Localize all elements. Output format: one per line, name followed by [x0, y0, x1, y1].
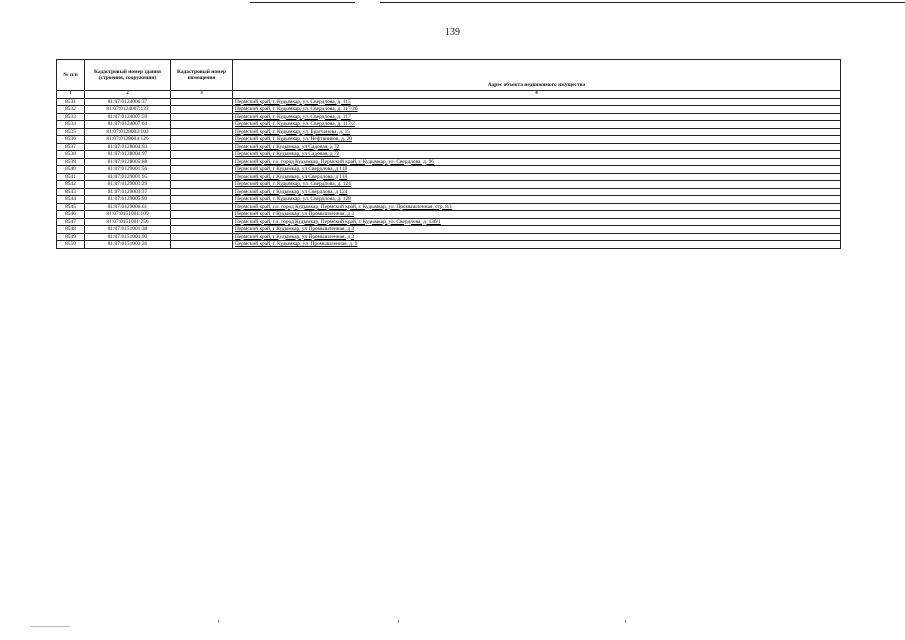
- building-cadastral-number: 81:07:0151002:26: [85, 241, 171, 249]
- row-number: 8537: [57, 143, 85, 151]
- premises-cadastral-number: [171, 136, 233, 144]
- building-cadastral-number: 81:07:0129003:29: [85, 181, 171, 189]
- premises-cadastral-number: [171, 151, 233, 159]
- row-number: 8546: [57, 211, 85, 219]
- table-row: [57, 241, 841, 249]
- property-address: Пермский край, г.о. город Кудымкар, Пермский край, г. Кудымкар, ул. Промышленная, стр. 8/1: [233, 203, 841, 211]
- premises-cadastral-number: [171, 203, 233, 211]
- header-premises-cadastral-number: Кадастровый номер помещения: [171, 60, 233, 91]
- table-row: [57, 166, 841, 174]
- building-cadastral-number: 81:07:0129001:95: [85, 173, 171, 181]
- table-row: [57, 218, 841, 226]
- row-number: 8532: [57, 106, 85, 114]
- row-number: 8540: [57, 166, 85, 174]
- row-number: 8544: [57, 196, 85, 204]
- header-row-number: № п/п: [57, 60, 85, 91]
- table-row: [57, 151, 841, 159]
- property-address: Пермский край, г Кудымкар, ул Свердлова, д 118: [233, 173, 841, 181]
- header-index-1: 1: [57, 91, 85, 99]
- building-cadastral-number: 81:07:0128002:103: [85, 128, 171, 136]
- property-address: Пермский край, г Кудымкар, ул Садовая, д 72: [233, 151, 841, 159]
- row-number: 8539: [57, 158, 85, 166]
- table-row: [57, 121, 841, 129]
- table-row: [57, 106, 841, 114]
- building-cadastral-number: 81:07:0128004:126: [85, 136, 171, 144]
- property-address: Пермский край, г. Кудымкар, ул. Свердлова, д. 117/2б: [233, 106, 841, 114]
- scan-speck: [218, 620, 219, 623]
- premises-cadastral-number: [171, 113, 233, 121]
- row-number: 8533: [57, 113, 85, 121]
- premises-cadastral-number: [171, 226, 233, 234]
- building-cadastral-number: 81:07:0124007:64: [85, 121, 171, 129]
- property-address: Пермский край, г Кудымкар, ул Садовая, д 72: [233, 143, 841, 151]
- premises-cadastral-number: [171, 158, 233, 166]
- premises-cadastral-number: [171, 143, 233, 151]
- property-registry-table: [56, 59, 841, 249]
- row-number: 8534: [57, 121, 85, 129]
- table-row: [57, 181, 841, 189]
- header-address: Адрес объекта недвижимого имущества: [233, 60, 841, 91]
- property-address: Пермский край, г. Кудымкар, ул. Свердлова, д. 117: [233, 113, 841, 121]
- table-row: [57, 188, 841, 196]
- property-address: Пермский край, г.о. город Кудымкар, Пермский край, г. Кудымкар, ул. Свердлова, д. 96: [233, 158, 841, 166]
- premises-cadastral-number: [171, 173, 233, 181]
- property-address: Пермский край, г Кудымкар, ул Свердлова, д 124: [233, 188, 841, 196]
- building-cadastral-number: 81:07:0128004:97: [85, 151, 171, 159]
- top-scan-line-left: [250, 2, 355, 3]
- table-row: [57, 113, 841, 121]
- header-index-2: 2: [85, 91, 171, 99]
- building-cadastral-number: 81:07:0124007:59: [85, 113, 171, 121]
- premises-cadastral-number: [171, 241, 233, 249]
- property-address: Пермский край, г Кудымкар, ул Свердлова, д 118: [233, 166, 841, 174]
- property-address: Пермский край, г. Кудымкар, ул. Промышленная, д. 9: [233, 241, 841, 249]
- row-number: 8549: [57, 233, 85, 241]
- property-address: Пермский край, г. Кудымкар, ул. Свердлова, д. 124: [233, 181, 841, 189]
- row-number: 8548: [57, 226, 85, 234]
- premises-cadastral-number: [171, 211, 233, 219]
- building-cadastral-number: 81:07:0124006:37: [85, 98, 171, 106]
- row-number: 8550: [57, 241, 85, 249]
- table-row: [57, 173, 841, 181]
- building-cadastral-number: 81:07:0128004:93: [85, 143, 171, 151]
- table-row: [57, 136, 841, 144]
- premises-cadastral-number: [171, 106, 233, 114]
- top-scan-line-right: [380, 2, 905, 3]
- premises-cadastral-number: [171, 121, 233, 129]
- property-address: Пермский край, г. Кудымкар, ул. Свердлова, д. 117/2: [233, 121, 841, 129]
- table-row: [57, 128, 841, 136]
- table-row: [57, 226, 841, 234]
- bottom-scan-mark-left: [30, 626, 70, 627]
- premises-cadastral-number: [171, 98, 233, 106]
- building-cadastral-number: 81:07:0129001:56: [85, 166, 171, 174]
- property-address: Пермский край, г.о. город Кудымкар, Пермский край, г. Кудымкар, ул. Свердлова, д. 136/1: [233, 218, 841, 226]
- row-number: 8535: [57, 128, 85, 136]
- property-address: Пермский край, г. Кудымкар, ул. Брагчанова, д. 15: [233, 128, 841, 136]
- premises-cadastral-number: [171, 128, 233, 136]
- property-address: Пермский край, г. Кудымкар, ул. Нефтяников, д. 20: [233, 136, 841, 144]
- table-header-row: [57, 60, 841, 91]
- building-cadastral-number: 81:07:0129006:61: [85, 203, 171, 211]
- scan-speck: [398, 620, 399, 623]
- row-number: 8542: [57, 181, 85, 189]
- building-cadastral-number: 81:07:0151001:109: [85, 211, 171, 219]
- building-cadastral-number: 81:07:0151001:38: [85, 226, 171, 234]
- premises-cadastral-number: [171, 166, 233, 174]
- building-cadastral-number: 81:07:0151001:256: [85, 218, 171, 226]
- property-address: Пермский край, г Кудымкар, ул Промышленная, д 3: [233, 226, 841, 234]
- premises-cadastral-number: [171, 218, 233, 226]
- table-header-index-row: [57, 91, 841, 99]
- table-row: [57, 233, 841, 241]
- premises-cadastral-number: [171, 233, 233, 241]
- header-index-4: 4: [233, 91, 841, 99]
- premises-cadastral-number: [171, 196, 233, 204]
- header-index-3: 3: [171, 91, 233, 99]
- table-row: [57, 196, 841, 204]
- row-number: 8536: [57, 136, 85, 144]
- row-number: 8547: [57, 218, 85, 226]
- table-row: [57, 143, 841, 151]
- table-row: [57, 203, 841, 211]
- building-cadastral-number: 81:07:0124007:123: [85, 106, 171, 114]
- row-number: 8545: [57, 203, 85, 211]
- table-row: [57, 158, 841, 166]
- building-cadastral-number: 81:07:0129005:99: [85, 196, 171, 204]
- building-cadastral-number: 81:07:0128005:88: [85, 158, 171, 166]
- table-body: [57, 98, 841, 248]
- property-address: Пермский край, г Кудымкар, ул Промышленная, д 3: [233, 211, 841, 219]
- scan-speck: [625, 620, 626, 623]
- building-cadastral-number: 81:07:0129003:37: [85, 188, 171, 196]
- property-address: Пермский край, г. Кудымкар, ул. Свердлова, д. 128: [233, 196, 841, 204]
- row-number: 8538: [57, 151, 85, 159]
- building-cadastral-number: 81:07:0151001:90: [85, 233, 171, 241]
- property-address: Пермский край, г. Кудымкар, ул. Свердлова, д. 115: [233, 98, 841, 106]
- page-number: 139: [445, 27, 460, 38]
- premises-cadastral-number: [171, 188, 233, 196]
- row-number: 8541: [57, 173, 85, 181]
- property-address: Пермский край, г Кудымкар, ул Промышленная, д 3: [233, 233, 841, 241]
- header-building-cadastral-number: Кадастровый номер здания (строения, сооружения): [85, 60, 171, 91]
- row-number: 8531: [57, 98, 85, 106]
- premises-cadastral-number: [171, 181, 233, 189]
- table-row: [57, 98, 841, 106]
- table-row: [57, 211, 841, 219]
- row-number: 8543: [57, 188, 85, 196]
